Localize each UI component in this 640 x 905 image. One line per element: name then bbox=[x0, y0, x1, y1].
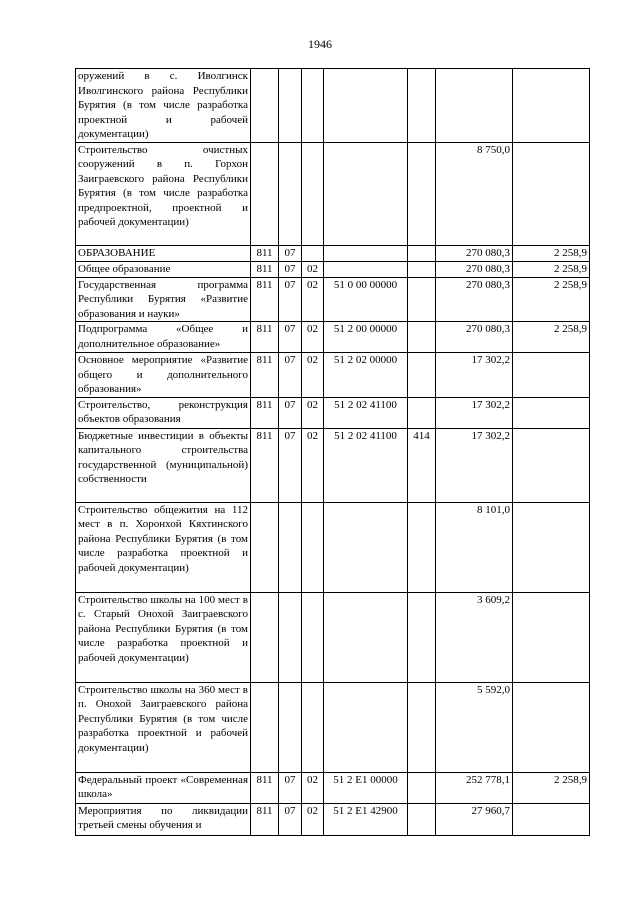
row-name: Строительство очистных сооружений в п. Горхон Заиграевского района Республики Бурятия (в том числе разработка предпроектной, проектной и рабочей документации) bbox=[76, 142, 251, 245]
target-article-code bbox=[324, 69, 408, 143]
row-name: Основное мероприятие «Развитие общего и дополнительного образования» bbox=[76, 353, 251, 398]
amount-2: 2 258,9 bbox=[513, 277, 590, 322]
target-article-code bbox=[324, 592, 408, 682]
row-name: Строительство, реконструкция объектов образования bbox=[76, 397, 251, 428]
table-row bbox=[76, 803, 590, 835]
table-row bbox=[76, 69, 590, 143]
expense-type-code bbox=[408, 682, 436, 772]
table-row bbox=[76, 502, 590, 592]
expense-type-code bbox=[408, 245, 436, 261]
target-article-code bbox=[324, 261, 408, 277]
expense-type-code bbox=[408, 277, 436, 322]
subsection-code: 02 bbox=[302, 772, 324, 803]
amount-1: 8 750,0 bbox=[436, 142, 513, 245]
subsection-code: 02 bbox=[302, 803, 324, 835]
amount-2: 2 258,9 bbox=[513, 772, 590, 803]
row-name: Строительство школы на 100 мест в с. Старый Онохой Заиграевского района Республики Бурятия (в том числе разработка проектной и рабочей документации) bbox=[76, 592, 251, 682]
section-code: 07 bbox=[279, 803, 302, 835]
section-code: 07 bbox=[279, 353, 302, 398]
amount-1: 27 960,7 bbox=[436, 803, 513, 835]
row-name: Федеральный проект «Современная школа» bbox=[76, 772, 251, 803]
budget-table bbox=[75, 68, 590, 836]
amount-1 bbox=[436, 69, 513, 143]
ministry-code bbox=[251, 682, 279, 772]
amount-1: 3 609,2 bbox=[436, 592, 513, 682]
target-article-code: 51 2 02 41100 bbox=[324, 428, 408, 502]
target-article-code bbox=[324, 245, 408, 261]
table-row bbox=[76, 772, 590, 803]
target-article-code bbox=[324, 142, 408, 245]
ministry-code bbox=[251, 69, 279, 143]
subsection-code bbox=[302, 502, 324, 592]
section-code bbox=[279, 592, 302, 682]
section-code: 07 bbox=[279, 277, 302, 322]
section-code: 07 bbox=[279, 261, 302, 277]
subsection-code: 02 bbox=[302, 397, 324, 428]
row-name: Общее образование bbox=[76, 261, 251, 277]
amount-1: 8 101,0 bbox=[436, 502, 513, 592]
amount-1: 17 302,2 bbox=[436, 397, 513, 428]
amount-2: 2 258,9 bbox=[513, 322, 590, 353]
expense-type-code bbox=[408, 803, 436, 835]
expense-type-code bbox=[408, 502, 436, 592]
ministry-code: 811 bbox=[251, 261, 279, 277]
amount-1: 270 080,3 bbox=[436, 245, 513, 261]
ministry-code: 811 bbox=[251, 353, 279, 398]
row-name: оружений в с. Иволгинск Иволгинского района Республики Бурятия (в том числе разработка проектной и рабочей документации) bbox=[76, 69, 251, 143]
amount-1: 252 778,1 bbox=[436, 772, 513, 803]
expense-type-code bbox=[408, 322, 436, 353]
section-code bbox=[279, 502, 302, 592]
amount-2 bbox=[513, 682, 590, 772]
section-code: 07 bbox=[279, 397, 302, 428]
section-code bbox=[279, 682, 302, 772]
ministry-code: 811 bbox=[251, 397, 279, 428]
row-name: Бюджетные инвестиции в объекты капитального строительства государственной (муниципальной) собственности bbox=[76, 428, 251, 502]
section-code: 07 bbox=[279, 322, 302, 353]
section-code bbox=[279, 142, 302, 245]
subsection-code bbox=[302, 245, 324, 261]
subsection-code: 02 bbox=[302, 261, 324, 277]
section-code: 07 bbox=[279, 772, 302, 803]
target-article-code bbox=[324, 682, 408, 772]
ministry-code: 811 bbox=[251, 428, 279, 502]
row-name: Подпрограмма «Общее и дополнительное образование» bbox=[76, 322, 251, 353]
amount-1: 17 302,2 bbox=[436, 428, 513, 502]
subsection-code: 02 bbox=[302, 428, 324, 502]
subsection-code bbox=[302, 69, 324, 143]
ministry-code bbox=[251, 142, 279, 245]
target-article-code: 51 2 00 00000 bbox=[324, 322, 408, 353]
table-row bbox=[76, 277, 590, 322]
page-number: 1946 bbox=[308, 37, 332, 51]
expense-type-code bbox=[408, 261, 436, 277]
target-article-code bbox=[324, 502, 408, 592]
section-code bbox=[279, 69, 302, 143]
expense-type-code bbox=[408, 142, 436, 245]
subsection-code: 02 bbox=[302, 277, 324, 322]
ministry-code: 811 bbox=[251, 245, 279, 261]
amount-2 bbox=[513, 592, 590, 682]
ministry-code bbox=[251, 592, 279, 682]
amount-2 bbox=[513, 803, 590, 835]
table-row bbox=[76, 592, 590, 682]
amount-1: 270 080,3 bbox=[436, 277, 513, 322]
amount-1: 270 080,3 bbox=[436, 322, 513, 353]
table-row bbox=[76, 261, 590, 277]
amount-1: 5 592,0 bbox=[436, 682, 513, 772]
table-row bbox=[76, 322, 590, 353]
target-article-code: 51 2 02 00000 bbox=[324, 353, 408, 398]
expense-type-code bbox=[408, 353, 436, 398]
expense-type-code bbox=[408, 397, 436, 428]
table-row bbox=[76, 353, 590, 398]
expense-type-code bbox=[408, 592, 436, 682]
amount-2: 2 258,9 bbox=[513, 261, 590, 277]
subsection-code: 02 bbox=[302, 353, 324, 398]
ministry-code: 811 bbox=[251, 277, 279, 322]
amount-2: 2 258,9 bbox=[513, 245, 590, 261]
table-row bbox=[76, 397, 590, 428]
expense-type-code bbox=[408, 69, 436, 143]
target-article-code: 51 0 00 00000 bbox=[324, 277, 408, 322]
row-name: Государственная программа Республики Бурятия «Развитие образования и науки» bbox=[76, 277, 251, 322]
subsection-code bbox=[302, 682, 324, 772]
ministry-code: 811 bbox=[251, 322, 279, 353]
expense-type-code: 414 bbox=[408, 428, 436, 502]
section-code: 07 bbox=[279, 245, 302, 261]
subsection-code bbox=[302, 592, 324, 682]
target-article-code: 51 2 E1 00000 bbox=[324, 772, 408, 803]
subsection-code: 02 bbox=[302, 322, 324, 353]
ministry-code bbox=[251, 502, 279, 592]
ministry-code: 811 bbox=[251, 772, 279, 803]
target-article-code: 51 2 02 41100 bbox=[324, 397, 408, 428]
row-name: Мероприятия по ликвидации третьей смены обучения и bbox=[76, 803, 251, 835]
amount-2 bbox=[513, 502, 590, 592]
amount-2 bbox=[513, 353, 590, 398]
amount-2 bbox=[513, 142, 590, 245]
subsection-code bbox=[302, 142, 324, 245]
expense-type-code bbox=[408, 772, 436, 803]
target-article-code: 51 2 E1 42900 bbox=[324, 803, 408, 835]
ministry-code: 811 bbox=[251, 803, 279, 835]
row-name: Строительство школы на 360 мест в п. Онохой Заиграевского района Республики Бурятия (в том числе разработка проектной и рабочей документации) bbox=[76, 682, 251, 772]
table-row bbox=[76, 142, 590, 245]
amount-2 bbox=[513, 397, 590, 428]
amount-2 bbox=[513, 428, 590, 502]
row-name: ОБРАЗОВАНИЕ bbox=[76, 245, 251, 261]
table-row bbox=[76, 245, 590, 261]
amount-1: 270 080,3 bbox=[436, 261, 513, 277]
table-row bbox=[76, 428, 590, 502]
table-row bbox=[76, 682, 590, 772]
amount-2 bbox=[513, 69, 590, 143]
row-name: Строительство общежития на 112 мест в п. Хоронхой Кяхтинского района Республики Бурятия (в том числе разработка проектной и рабочей документации) bbox=[76, 502, 251, 592]
amount-1: 17 302,2 bbox=[436, 353, 513, 398]
section-code: 07 bbox=[279, 428, 302, 502]
